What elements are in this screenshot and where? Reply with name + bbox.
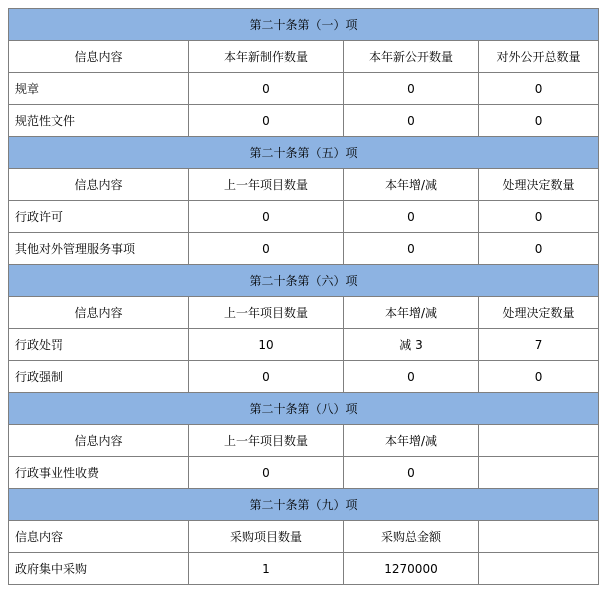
section-header-5 xyxy=(9,137,599,169)
cell-value: 0 xyxy=(479,73,599,105)
cell-value: 0 xyxy=(479,201,599,233)
column-header: 采购总金额 xyxy=(344,521,479,553)
column-header: 信息内容 xyxy=(9,425,189,457)
cell-value xyxy=(479,553,599,585)
column-header: 信息内容 xyxy=(9,297,189,329)
cell-value: 减 3 xyxy=(344,329,479,361)
table-row xyxy=(9,201,599,233)
cell-value: 0 xyxy=(344,457,479,489)
section-title: 第二十条第（八）项 xyxy=(9,393,599,425)
cell-value: 1 xyxy=(189,553,344,585)
column-header: 上一年项目数量 xyxy=(189,297,344,329)
column-header: 本年增/减 xyxy=(344,169,479,201)
table-row xyxy=(9,361,599,393)
column-header xyxy=(479,425,599,457)
cell-value: 0 xyxy=(189,73,344,105)
column-header: 处理决定数量 xyxy=(479,169,599,201)
cell-value: 7 xyxy=(479,329,599,361)
column-header-row xyxy=(9,41,599,73)
cell-value: 0 xyxy=(189,105,344,137)
column-header: 采购项目数量 xyxy=(189,521,344,553)
row-label: 规章 xyxy=(9,73,189,105)
section-title: 第二十条第（一）项 xyxy=(9,9,599,41)
row-label: 行政处罚 xyxy=(9,329,189,361)
column-header: 本年增/减 xyxy=(344,425,479,457)
row-label: 其他对外管理服务事项 xyxy=(9,233,189,265)
table-row xyxy=(9,233,599,265)
row-label: 政府集中采购 xyxy=(9,553,189,585)
cell-value: 0 xyxy=(344,233,479,265)
cell-value: 0 xyxy=(344,73,479,105)
table-row xyxy=(9,457,599,489)
column-header xyxy=(479,521,599,553)
section-title: 第二十条第（九）项 xyxy=(9,489,599,521)
cell-value: 0 xyxy=(189,361,344,393)
cell-value: 0 xyxy=(344,105,479,137)
section-title: 第二十条第（五）项 xyxy=(9,137,599,169)
cell-value: 10 xyxy=(189,329,344,361)
column-header: 本年新制作数量 xyxy=(189,41,344,73)
section-header-9 xyxy=(9,489,599,521)
row-label: 行政许可 xyxy=(9,201,189,233)
column-header-row xyxy=(9,169,599,201)
column-header-row xyxy=(9,425,599,457)
table-row xyxy=(9,329,599,361)
column-header-row xyxy=(9,521,599,553)
table-row xyxy=(9,553,599,585)
cell-value: 0 xyxy=(189,457,344,489)
column-header: 上一年项目数量 xyxy=(189,425,344,457)
section-header-6 xyxy=(9,265,599,297)
section-title: 第二十条第（六）项 xyxy=(9,265,599,297)
column-header: 上一年项目数量 xyxy=(189,169,344,201)
column-header: 本年增/减 xyxy=(344,297,479,329)
cell-value: 0 xyxy=(189,233,344,265)
cell-value: 0 xyxy=(479,105,599,137)
section-header-8 xyxy=(9,393,599,425)
cell-value xyxy=(479,457,599,489)
column-header: 信息内容 xyxy=(9,521,189,553)
cell-value: 0 xyxy=(479,233,599,265)
row-label: 规范性文件 xyxy=(9,105,189,137)
cell-value: 0 xyxy=(189,201,344,233)
column-header-row xyxy=(9,297,599,329)
section-header-1 xyxy=(9,9,599,41)
cell-value: 0 xyxy=(344,361,479,393)
cell-value: 0 xyxy=(344,201,479,233)
table-row xyxy=(9,73,599,105)
disclosure-table xyxy=(8,8,599,585)
column-header: 本年新公开数量 xyxy=(344,41,479,73)
column-header: 对外公开总数量 xyxy=(479,41,599,73)
column-header: 处理决定数量 xyxy=(479,297,599,329)
row-label: 行政强制 xyxy=(9,361,189,393)
cell-value: 1270000 xyxy=(344,553,479,585)
column-header: 信息内容 xyxy=(9,169,189,201)
table-row xyxy=(9,105,599,137)
cell-value: 0 xyxy=(479,361,599,393)
row-label: 行政事业性收费 xyxy=(9,457,189,489)
column-header: 信息内容 xyxy=(9,41,189,73)
